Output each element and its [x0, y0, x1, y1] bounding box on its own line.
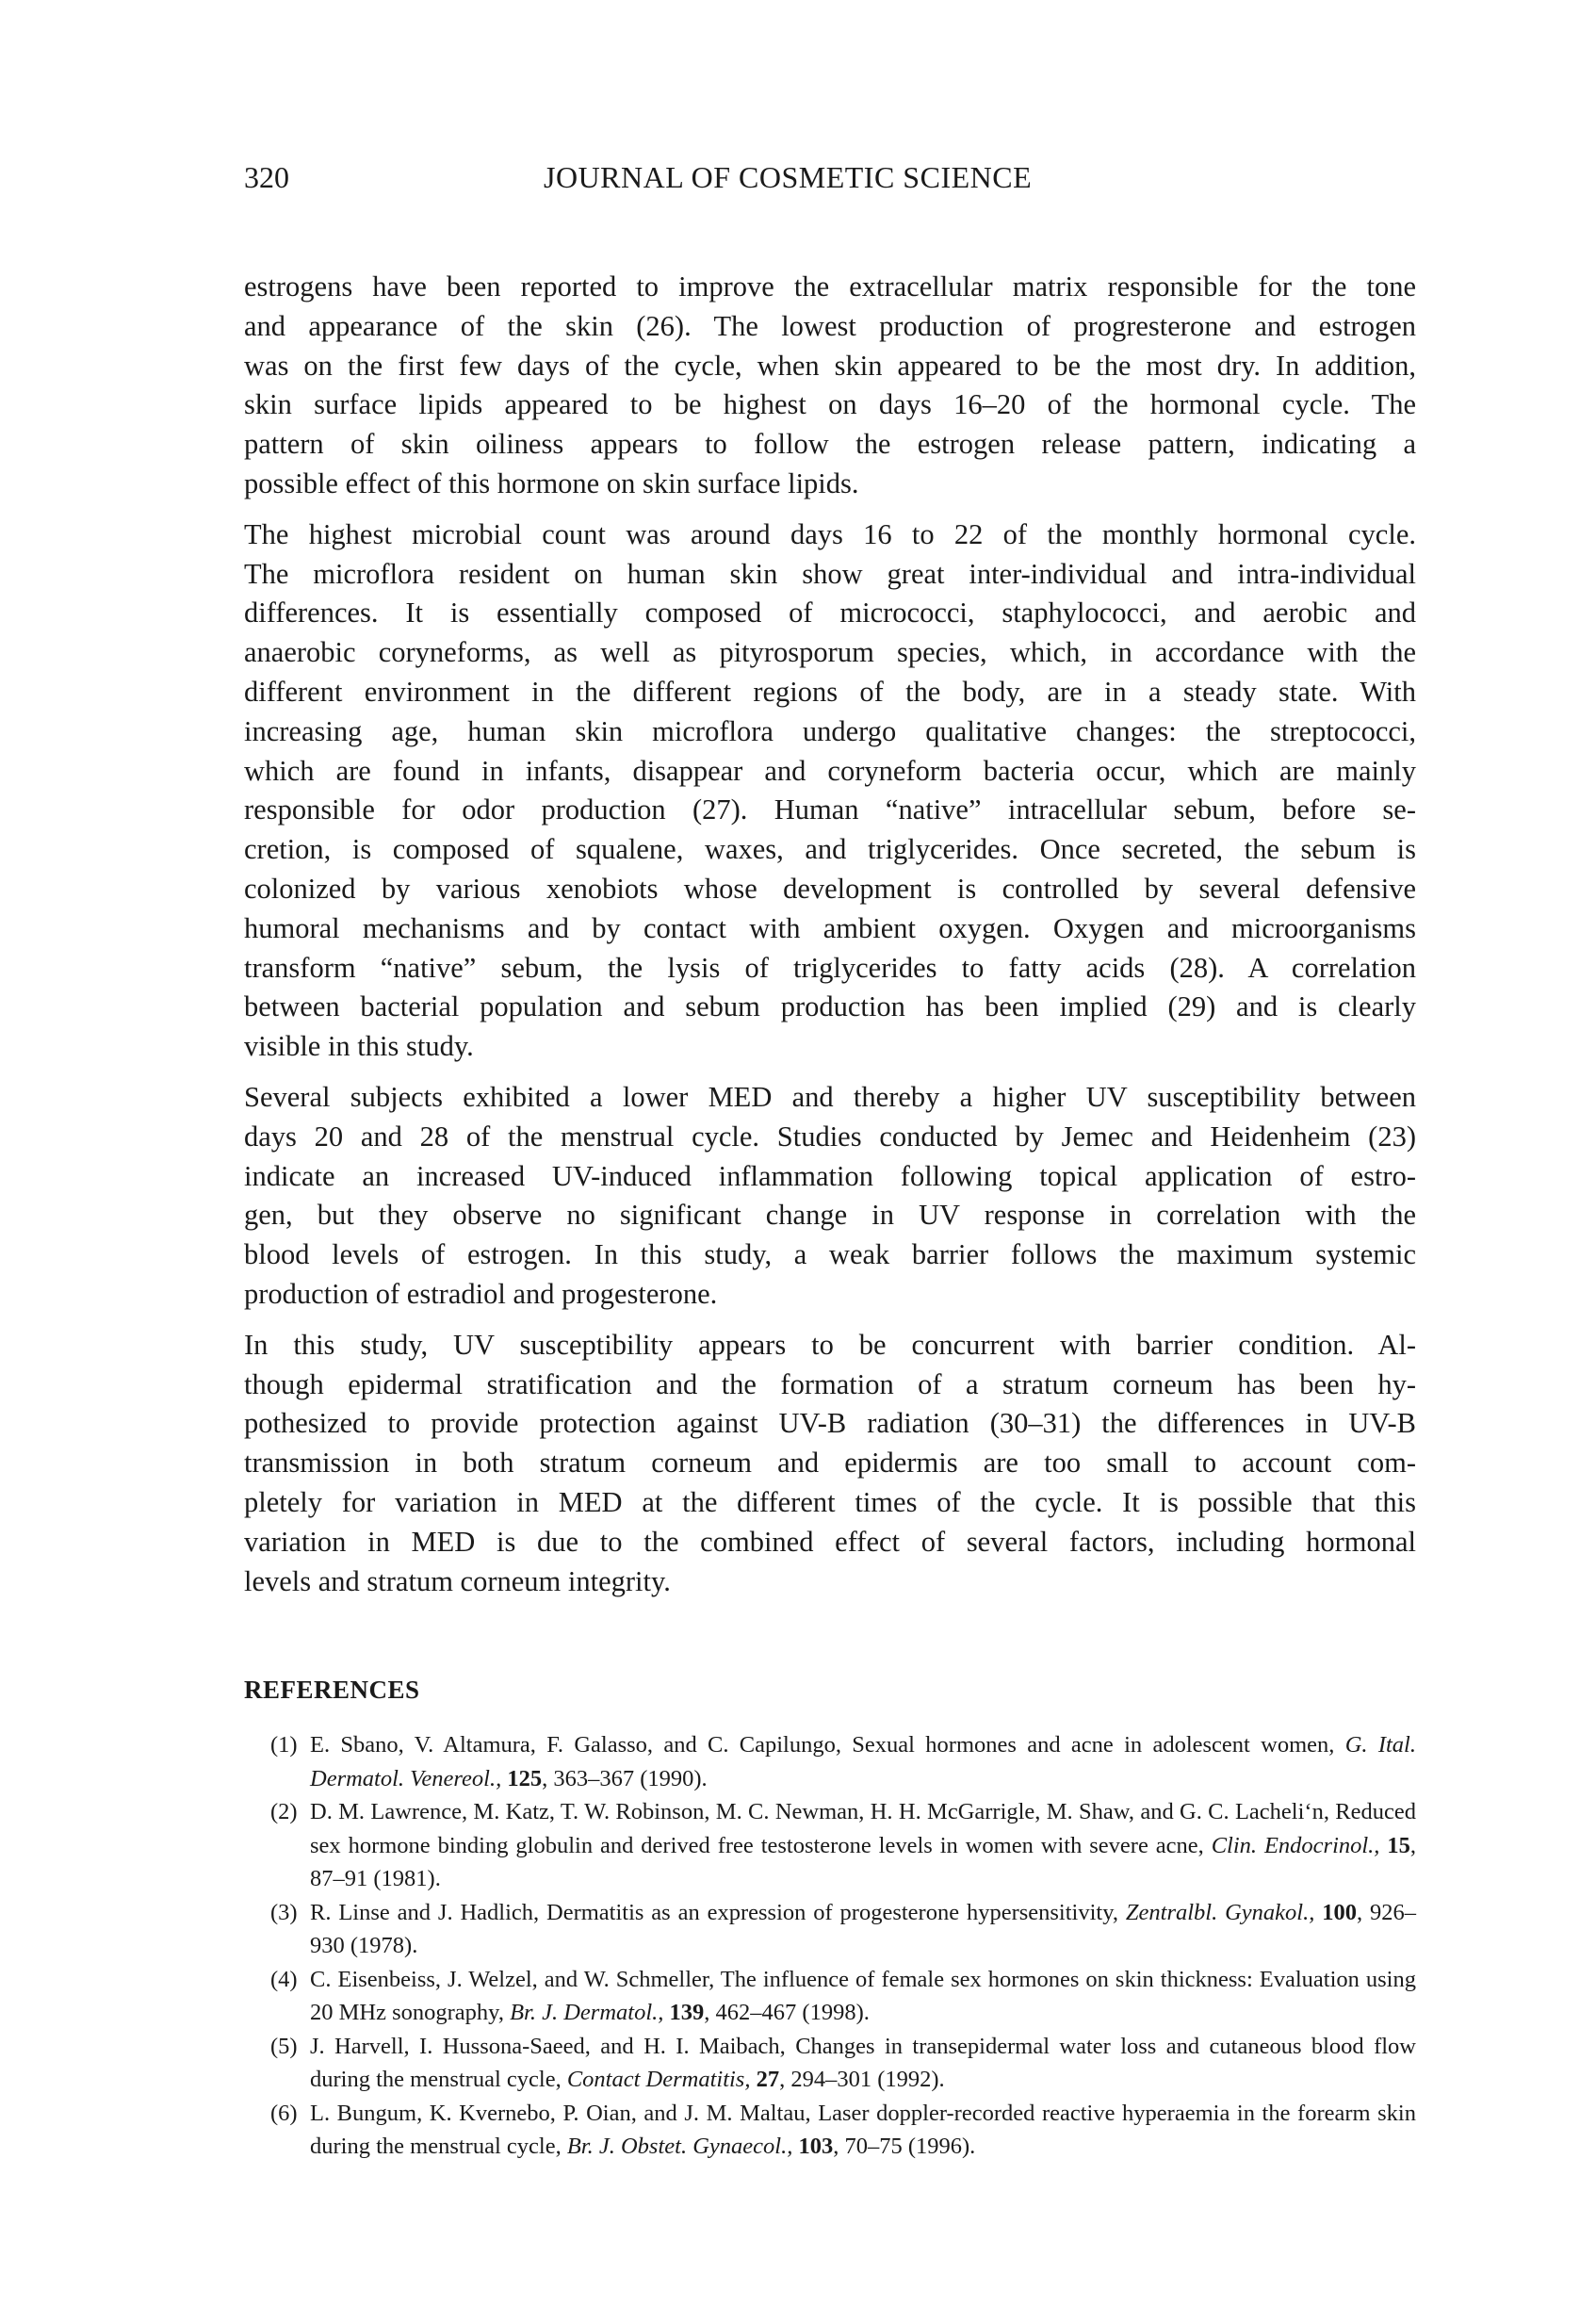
text-line: levels and stratum corneum integrity.	[244, 1564, 671, 1597]
text-line: responsible for odor production (27). Human “native” intracellular sebum, before se-	[244, 793, 1416, 826]
reference-item	[244, 1795, 1416, 1896]
reference-volume: 15	[1387, 1832, 1410, 1858]
reference-text: D. M. Lawrence, M. Katz, T. W. Robinson, M. C. Newman, H. H. McGarrigle, M. Shaw, and G. C. Lacheli‘n, Reduced sex hormone binding globulin and derived free testosterone levels in women with severe acne,	[310, 1799, 1416, 1858]
reference-pages: , 363–367 (1990).	[542, 1765, 708, 1791]
reference-number: (5)	[270, 2033, 298, 2059]
text-line: colonized by various xenobiots whose development is controlled by several defensive	[244, 872, 1416, 905]
reference-journal: Clin. Endocrinol.,	[1211, 1832, 1380, 1858]
paragraph	[244, 1078, 1416, 1315]
reference-item	[244, 1728, 1416, 1795]
text-line: Several subjects exhibited a lower MED and thereby a higher UV susceptibility between	[244, 1080, 1416, 1113]
text-line: production of estradiol and progesterone.	[244, 1277, 718, 1310]
reference-number: (6)	[270, 2100, 298, 2126]
text-line: between bacterial population and sebum production has been implied (29) and is clearly	[244, 990, 1416, 1023]
text-line: anaerobic coryneforms, as well as pityrosporum species, which, in accordance with the	[244, 636, 1416, 669]
reference-volume: 103	[798, 2134, 834, 2159]
reference-number: (2)	[270, 1799, 298, 1824]
reference-text: L. Bungum, K. Kvernebo, P. Oian, and J. M. Maltau, Laser doppler-recorded reactive hyperaemia in the forearm skin during the menstrual cycle,	[310, 2100, 1416, 2159]
paragraph	[244, 1326, 1416, 1602]
text-line: differences. It is essentially composed of micrococci, staphylococci, and aerobic and	[244, 597, 1416, 630]
text-line: In this study, UV susceptibility appears to be concurrent with barrier condition. Al-	[244, 1328, 1416, 1361]
reference-volume: 100	[1322, 1899, 1357, 1925]
running-header	[244, 160, 1416, 202]
reference-journal: Zentralbl. Gynakol.,	[1125, 1899, 1315, 1925]
text-line: skin surface lipids appeared to be highest on days 16–20 of the hormonal cycle. The	[244, 388, 1416, 421]
paragraph	[244, 515, 1416, 1067]
text-line: transform “native” sebum, the lysis of triglycerides to fatty acids (28). A correlation	[244, 951, 1416, 984]
journal-title: JOURNAL OF COSMETIC SCIENCE	[544, 160, 1033, 194]
reference-pages: , 70–75 (1996).	[833, 2134, 976, 2159]
text-line: humoral mechanisms and by contact with ambient oxygen. Oxygen and microorganisms	[244, 911, 1416, 944]
reference-journal: Br. J. Dermatol.,	[510, 2000, 664, 2025]
reference-pages: , 87–91 (1981).	[310, 1832, 1416, 1891]
text-line: variation in MED is due to the combined effect of several factors, including hormonal	[244, 1525, 1416, 1558]
reference-volume: 125	[507, 1765, 543, 1791]
text-line: though epidermal stratification and the formation of a stratum corneum has been hy-	[244, 1367, 1416, 1400]
paragraph	[244, 268, 1416, 504]
reference-item	[244, 2030, 1416, 2097]
text-line: was on the first few days of the cycle, when skin appeared to be the most dry. In addition,	[244, 349, 1416, 382]
text-line: cretion, is composed of squalene, waxes, and triglycerides. Once secreted, the sebum is	[244, 833, 1416, 866]
text-line: which are found in infants, disappear and coryneform bacteria occur, which are mainly	[244, 754, 1416, 787]
reference-pages: , 294–301 (1992).	[779, 2067, 945, 2092]
reference-pages: , 926–930 (1978).	[310, 1899, 1417, 1958]
text-line: visible in this study.	[244, 1030, 474, 1063]
reference-item	[244, 1963, 1416, 2030]
text-line: indicate an increased UV-induced inflammation following topical application of estro-	[244, 1159, 1416, 1192]
text-line: pletely for variation in MED at the different times of the cycle. It is possible that this	[244, 1485, 1416, 1518]
reference-journal: Br. J. Obstet. Gynaecol.,	[566, 2134, 793, 2159]
reference-volume: 27	[756, 2067, 780, 2092]
reference-number: (1)	[270, 1732, 298, 1758]
text-line: estrogens have been reported to improve the extracellular matrix responsible for the tone	[244, 270, 1416, 303]
text-line: increasing age, human skin microflora undergo qualitative changes: the streptococci,	[244, 714, 1416, 747]
text-line: different environment in the different regions of the body, are in a steady state. With	[244, 675, 1416, 708]
reference-item	[244, 1896, 1416, 1963]
reference-number: (3)	[270, 1899, 298, 1925]
page-number: 320	[244, 160, 289, 194]
reference-volume: 139	[669, 2000, 705, 2025]
references-heading: REFERENCES	[244, 1676, 420, 1704]
text-line: The microflora resident on human skin show great inter-individual and intra-individual	[244, 557, 1416, 590]
text-line: The highest microbial count was around days 16 to 22 of the monthly hormonal cycle.	[244, 517, 1416, 550]
text-line: pothesized to provide protection against UV-B radiation (30–31) the differences in UV-B	[244, 1407, 1416, 1440]
body-text	[244, 268, 1416, 1612]
reference-journal: Contact Dermatitis,	[566, 2067, 751, 2092]
reference-text: E. Sbano, V. Altamura, F. Galasso, and C. Capilungo, Sexual hormones and acne in adolescent women,	[310, 1732, 1345, 1758]
text-line: transmission in both stratum corneum and epidermis are too small to account com-	[244, 1447, 1416, 1480]
reference-number: (4)	[270, 1966, 298, 1992]
reference-text: C. Eisenbeiss, J. Welzel, and W. Schmeller, The influence of female sex hormones on skin thickness: Evaluation using 20 MHz sonography,	[310, 1966, 1416, 2025]
text-line: days 20 and 28 of the menstrual cycle. Studies conducted by Jemec and Heidenheim (23)	[244, 1120, 1416, 1153]
text-line: possible effect of this hormone on skin surface lipids.	[244, 466, 859, 499]
text-line: and appearance of the skin (26). The lowest production of progresterone and estrogen	[244, 309, 1416, 342]
reference-journal: G. Ital. Dermatol. Venereol.,	[310, 1732, 1416, 1791]
reference-text: J. Harvell, I. Hussona-Saeed, and H. I. Maibach, Changes in transepidermal water loss and cutaneous blood flow during the menstrual cycle,	[310, 2033, 1416, 2092]
references-list	[244, 1728, 1416, 2164]
reference-text: R. Linse and J. Hadlich, Dermatitis as an expression of progesterone hypersensitivity,	[310, 1899, 1126, 1925]
reference-pages: , 462–467 (1998).	[704, 2000, 870, 2025]
text-line: gen, but they observe no significant change in UV response in correlation with the	[244, 1199, 1416, 1232]
text-line: blood levels of estrogen. In this study, a weak barrier follows the maximum systemic	[244, 1238, 1416, 1271]
reference-item	[244, 2097, 1416, 2164]
text-line: pattern of skin oiliness appears to follow the estrogen release pattern, indicating a	[244, 428, 1416, 461]
